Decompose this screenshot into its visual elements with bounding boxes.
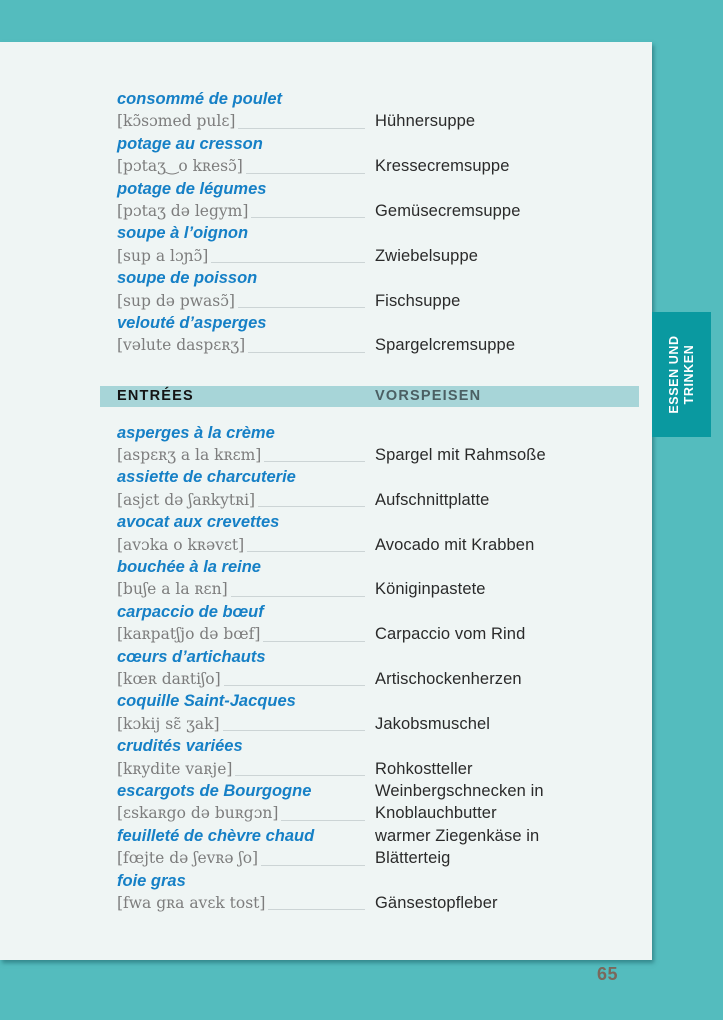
leader-line: [268, 909, 365, 910]
french-term: velouté d’asperges: [117, 313, 267, 332]
leader-line: [231, 596, 365, 597]
pronunciation: [sup də pwasɔ̃]: [117, 291, 235, 310]
chapter-tab-label: [652, 312, 711, 437]
section-header-de: VORSPEISEN: [375, 388, 482, 405]
section: [117, 386, 638, 915]
leader-line: [238, 128, 365, 129]
pronunciation-row: [117, 290, 375, 312]
pronunciation: [sup a lɔɲɔ̃]: [117, 246, 209, 265]
german-line2: Hühnersuppe: [375, 112, 476, 131]
entries: [117, 88, 638, 357]
page-number: 65: [597, 964, 619, 984]
pronunciation-row: [117, 623, 375, 645]
pronunciation: [vəlute daspɛʀʒ]: [117, 336, 246, 355]
dictionary-entry: [117, 735, 638, 780]
dictionary-entry: [117, 870, 638, 915]
pronunciation: [fœjte də ʃevʀə ʃo]: [117, 849, 259, 868]
german-line2: Königinpastete: [375, 580, 486, 599]
section: [117, 88, 638, 357]
book-page: [0, 42, 652, 960]
french-term: asperges à la crème: [117, 423, 275, 442]
leader-line: [258, 506, 365, 507]
pronunciation: [kʀydite vaʀje]: [117, 759, 233, 778]
french-term: cœurs d’artichauts: [117, 647, 266, 666]
german-line1: [375, 601, 638, 623]
pronunciation-row: [117, 245, 375, 267]
french-term: carpaccio de bœuf: [117, 602, 264, 621]
french-term: potage de légumes: [117, 179, 267, 198]
leader-line: [223, 730, 365, 731]
pronunciation-row: [117, 444, 375, 466]
pronunciation-row: [117, 534, 375, 556]
pronunciation: [kɔkij sɛ̃ ʒak]: [117, 714, 220, 733]
french-term: soupe à l’oignon: [117, 224, 249, 243]
pronunciation: [pɔtaʒ də legym]: [117, 201, 249, 220]
pronunciation-row: [117, 892, 375, 914]
german-line2: Carpaccio vom Rind: [375, 625, 526, 644]
pronunciation-row: [117, 155, 375, 177]
pronunciation-row: [117, 334, 375, 356]
word-list: [117, 88, 638, 914]
german-line1: [375, 422, 638, 444]
pronunciation: [kœʀ daʀtiʃo]: [117, 669, 221, 688]
german-line1: [375, 556, 638, 578]
german-line1: [375, 511, 638, 533]
leader-line: [248, 352, 365, 353]
pronunciation: [kaʀpatʃjo də bœf]: [117, 625, 261, 644]
german-line1: [375, 735, 638, 757]
pronunciation-row: [117, 758, 375, 780]
leader-line: [211, 262, 365, 263]
french-term: avocat aux crevettes: [117, 513, 280, 532]
pronunciation: [aspɛʀʒ a la kʀɛm]: [117, 446, 262, 465]
chapter-tab-line1: ESSEN UND: [666, 335, 681, 414]
german-line1: [375, 646, 638, 668]
dictionary-entry: [117, 556, 638, 601]
german-line2: Kressecremsuppe: [375, 157, 510, 176]
dictionary-entry: [117, 133, 638, 178]
dictionary-entry: [117, 466, 638, 511]
pronunciation-row: [117, 489, 375, 511]
french-term: feuilleté de chèvre chaud: [117, 826, 315, 845]
dictionary-entry: [117, 422, 638, 467]
dictionary-entry: [117, 267, 638, 312]
pronunciation-row: [117, 200, 375, 222]
french-term: crudités variées: [117, 737, 243, 756]
german-line1: [375, 690, 638, 712]
german-line1: [375, 133, 638, 155]
dictionary-entry: [117, 178, 638, 223]
french-term: bouchée à la reine: [117, 558, 261, 577]
german-line1: [375, 870, 638, 892]
pronunciation-row: [117, 802, 375, 824]
dictionary-entry: [117, 780, 638, 825]
leader-line: [251, 217, 365, 218]
pronunciation: [pɔtaʒ‿o kʀesɔ̃]: [117, 157, 243, 176]
pronunciation: [asjɛt də ʃaʀkytʀi]: [117, 490, 256, 509]
dictionary-entry: [117, 825, 638, 870]
german-line2: Jakobsmuschel: [375, 714, 491, 733]
german-line1: [375, 178, 638, 200]
section-header-fr: ENTRÉES: [117, 388, 194, 405]
german-line2: Fischsuppe: [375, 291, 461, 310]
pronunciation-row: [117, 713, 375, 735]
german-line2: Knoblauchbutter: [375, 804, 497, 823]
pronunciation: [ɛskaʀgo də buʀgɔn]: [117, 804, 279, 823]
dictionary-entry: [117, 690, 638, 735]
pronunciation: [buʃe a la ʀɛn]: [117, 580, 228, 599]
german-line1: [375, 267, 638, 289]
german-line2: Rohkostteller: [375, 759, 473, 778]
dictionary-entry: [117, 222, 638, 267]
german-line1: [375, 466, 638, 488]
leader-line: [247, 551, 365, 552]
leader-line: [246, 173, 365, 174]
german-line1: Weinbergschnecken in: [375, 781, 544, 800]
french-term: assiette de charcuterie: [117, 468, 296, 487]
german-line2: Blätterteig: [375, 849, 451, 868]
dictionary-entry: [117, 511, 638, 556]
german-line1: [375, 312, 638, 334]
french-term: soupe de poisson: [117, 269, 258, 288]
leader-line: [238, 307, 365, 308]
french-term: foie gras: [117, 871, 186, 890]
dictionary-entry: [117, 312, 638, 357]
leader-line: [224, 685, 365, 686]
pronunciation-row: [117, 110, 375, 132]
pronunciation-row: [117, 668, 375, 690]
german-line2: Zwiebelsuppe: [375, 246, 479, 265]
dictionary-entry: [117, 88, 638, 133]
french-term: coquille Saint-Jacques: [117, 692, 296, 711]
leader-line: [261, 865, 365, 866]
dictionary-entry: [117, 646, 638, 691]
pronunciation: [fwa gʀa avɛk tost]: [117, 893, 266, 912]
german-line2: Aufschnittplatte: [375, 490, 490, 509]
chapter-tab-line2: TRINKEN: [681, 344, 696, 405]
german-line2: Spargelcremsuppe: [375, 336, 516, 355]
german-line1: warmer Ziegenkäse in: [375, 826, 540, 845]
leader-line: [281, 820, 365, 821]
leader-line: [264, 461, 365, 462]
pronunciation-row: [117, 847, 375, 869]
french-term: potage au cresson: [117, 134, 263, 153]
german-line2: Gänsestopfleber: [375, 893, 498, 912]
dictionary-entry: [117, 601, 638, 646]
pronunciation: [kɔ̃sɔmed pulɛ]: [117, 112, 236, 131]
pronunciation-row: [117, 578, 375, 600]
chapter-tab-essen-und-trinken: [652, 312, 711, 437]
pronunciation: [avɔka o kʀəvɛt]: [117, 535, 245, 554]
leader-line: [235, 775, 365, 776]
german-line1: [375, 222, 638, 244]
section-header-bar: [100, 386, 639, 407]
german-line2: Avocado mit Krabben: [375, 535, 535, 554]
french-term: escargots de Bourgogne: [117, 781, 312, 800]
german-line1: [375, 88, 638, 110]
leader-line: [263, 641, 365, 642]
entries: [117, 422, 638, 915]
german-line2: Artischockenherzen: [375, 669, 522, 688]
french-term: consommé de poulet: [117, 90, 283, 108]
german-line2: Gemüsecremsuppe: [375, 201, 521, 220]
german-line2: Spargel mit Rahmsoße: [375, 446, 546, 465]
